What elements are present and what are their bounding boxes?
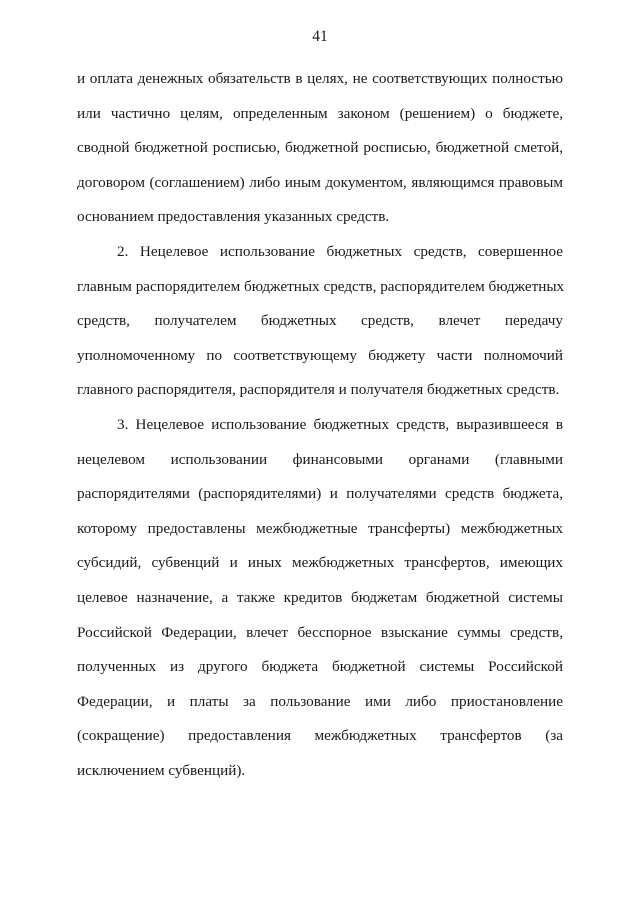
text-line: 3. Нецелевое использование бюджетных средств, выразившееся в [117,415,563,433]
text-line: 2. Нецелевое использование бюджетных средств, совершенное [117,242,563,260]
document-body [77,62,563,788]
text-line: и оплата денежных обязательств в целях, не соответствующих полностью [77,70,563,87]
text-line: распорядителями (распорядителями) и получателями средств бюджета, [77,485,563,503]
text-line: которому предоставлены межбюджетные трансферты) межбюджетных [77,519,563,537]
text-line: (сокращение) предоставления межбюджетных трансфертов (за [77,727,563,745]
text-line: полученных из другого бюджета бюджетной системы Российской [77,658,563,676]
text-line: или частично целям, определенным законом (решением) о бюджете, [77,104,563,122]
text-line: субсидий, субвенций и иных межбюджетных трансфертов, имеющих [77,554,563,572]
text-line: основанием предоставления указанных средств. [77,208,390,226]
text-line: нецелевом использовании финансовыми органами (главными [77,450,563,468]
text-line: Федерации, и платы за пользование ими либо приостановление [77,692,563,710]
text-line: сводной бюджетной росписью, бюджетной росписью, бюджетной сметой, [77,139,563,157]
text-line: целевое назначение, а также кредитов бюджетам бюджетной системы [77,588,563,606]
text-line: главным распорядителем бюджетных средств, распорядителем бюджетных [77,277,565,295]
text-line: уполномоченному по соответствующему бюджету части полномочий [77,346,563,364]
text-line: исключением субвенций). [77,761,246,779]
text-line: договором (соглашением) либо иным документом, являющимся правовым [77,173,563,191]
text-line: Российской Федерации, влечет бесспорное взыскание суммы средств, [77,623,563,641]
paragraph [77,235,563,408]
paragraph [77,62,563,235]
page-number: 41 [312,28,328,45]
text-line: главного распорядителя, распорядителя и получателя бюджетных средств. [77,381,560,399]
paragraph [77,408,563,789]
text-line: средств, получателем бюджетных средств, влечет передачу [77,312,563,330]
